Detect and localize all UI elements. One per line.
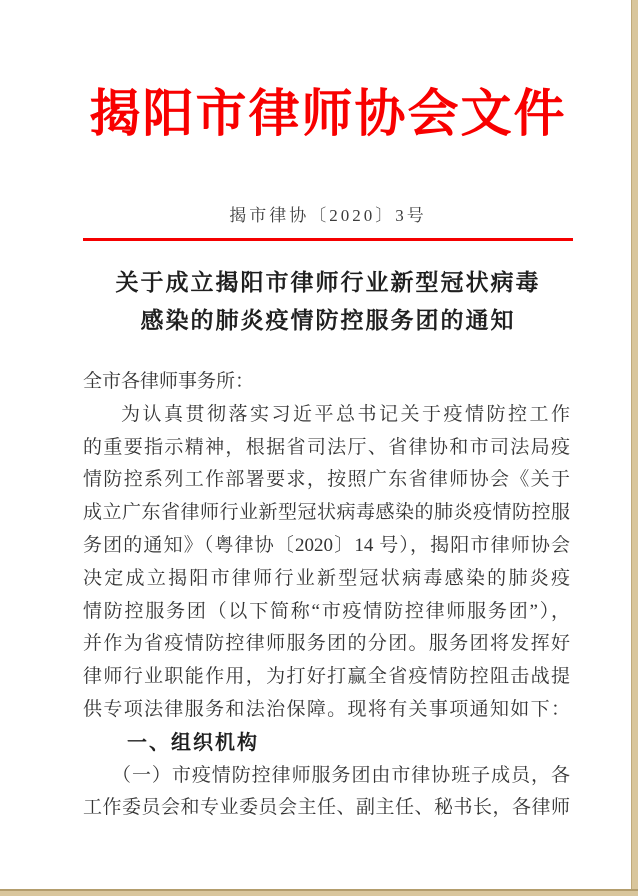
scan-edge-bottom bbox=[0, 889, 638, 896]
body-line: （一）市疫情防控律师服务团由市律协班子成员，各 bbox=[112, 764, 570, 786]
document-body bbox=[83, 366, 570, 825]
body-line: 情防控系列工作部署要求，按照广东省律师协会《关于 bbox=[83, 469, 570, 491]
notice-title bbox=[83, 263, 573, 339]
body-line: 为认真贯彻落实习近平总书记关于疫情防控工作 bbox=[121, 403, 570, 425]
notice-title-line2: 感染的肺炎疫情防控服务团的通知 bbox=[140, 307, 516, 333]
body-line: 决定成立揭阳市律师行业新型冠状病毒感染的肺炎疫 bbox=[83, 567, 570, 589]
body-line: 律师行业职能作用，为打好打赢全省疫情防控阻击战提 bbox=[83, 666, 570, 688]
body-line: 的重要指示精神，根据省司法厅、省律协和市司法局疫 bbox=[83, 436, 570, 458]
body-line: 供专项法律服务和法治保障。现将有关事项通知如下： bbox=[83, 698, 570, 720]
body-line: 务团的通知》（粤律协〔2020〕14 号），揭阳市律师协会 bbox=[83, 534, 570, 556]
body-line: 情防控服务团（以下简称“市疫情防控律师服务团”）， bbox=[83, 600, 570, 622]
scan-edge-right bbox=[631, 0, 638, 896]
salutation: 全市各律师事务所： bbox=[83, 371, 255, 392]
body-line: 并作为省疫情防控律师服务团的分团。服务团将发挥好 bbox=[83, 633, 570, 655]
doc-number: 揭市律协〔2020〕3号 bbox=[229, 206, 427, 225]
letterhead-title: 揭阳市律师协会文件 bbox=[89, 87, 567, 143]
body-line: 成立广东省律师行业新型冠状病毒感染的肺炎疫情防控服 bbox=[83, 502, 570, 524]
notice-title-line1: 关于成立揭阳市律师行业新型冠状病毒 bbox=[115, 269, 541, 295]
section-heading: 一、组织机构 bbox=[127, 731, 259, 754]
body-line: 工作委员会和专业委员会主任、副主任、秘书长，各律师 bbox=[83, 797, 570, 819]
red-divider-rule bbox=[83, 238, 573, 241]
